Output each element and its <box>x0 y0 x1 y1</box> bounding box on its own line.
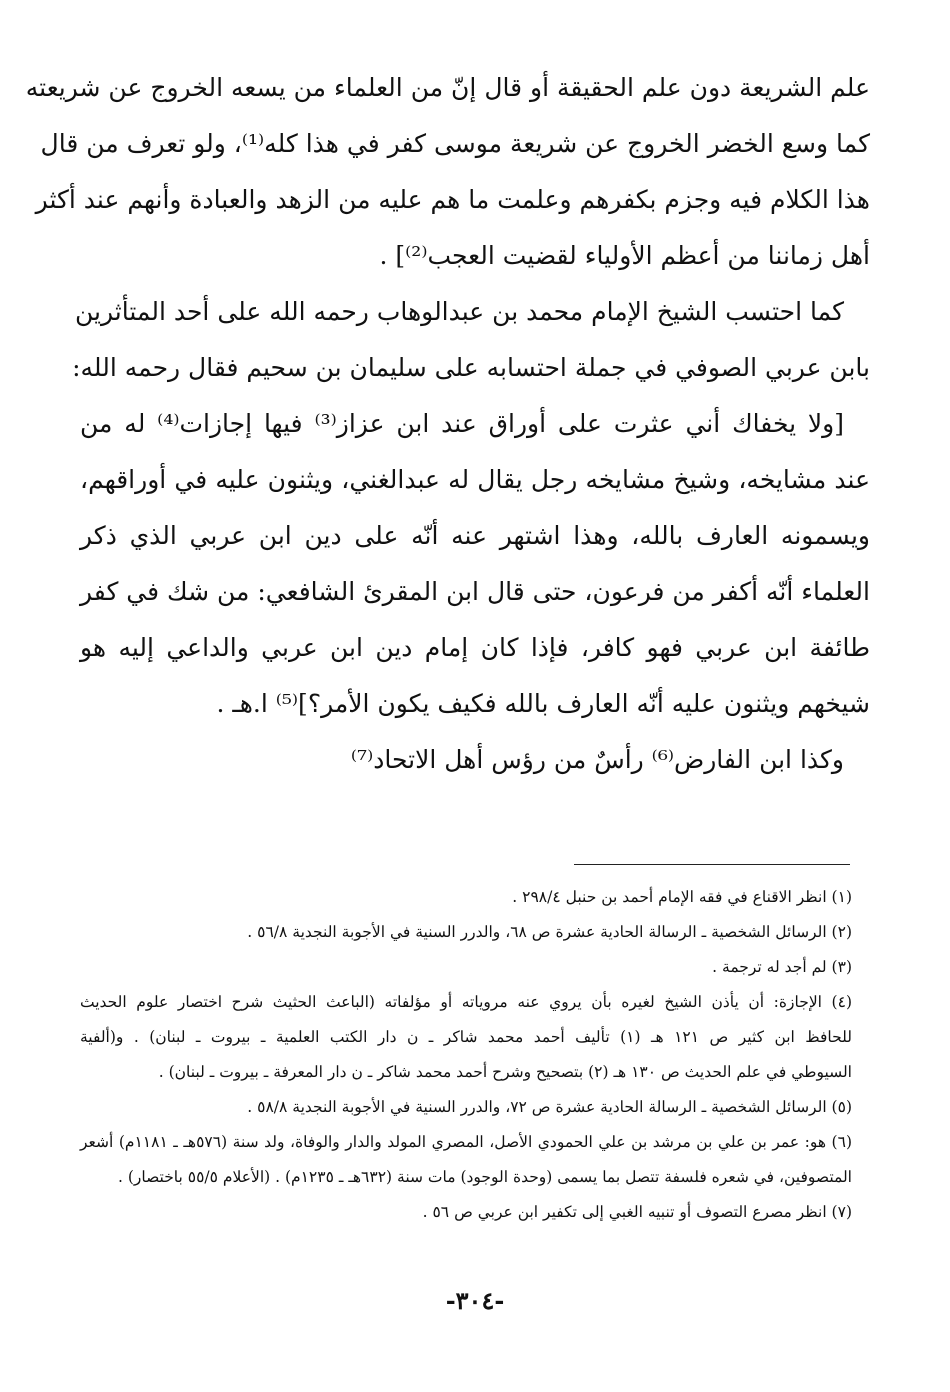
footnote-line: للحافظ ابن كثير ص ١٢١ هـ (١) تأليف أحمد محمد شاكر ـ ن دار الكتب العلمية ـ بيروت ـ لبنان) . و(ألفية <box>80 1028 853 1046</box>
text-line: بابن عربي الصوفي في جملة احتسابه على سليمان بن سحيم فقال رحمه الله: <box>72 353 870 382</box>
main-text <box>25 60 870 788</box>
text-line: وكذا ابن الفارض⁽⁶⁾ رأسٌ من رؤس أهل الاتحاد⁽⁷⁾ <box>350 745 844 774</box>
footnote-line: (٢) الرسائل الشخصية ـ الرسالة الحادية عشرة ص ٦٨، والدرر السنية في الأجوبة النجدية ٥٦/٨ . <box>247 923 852 941</box>
footnote-line: المتصوفين، في شعره فلسفة تتصل بما يسمى (وحدة الوجود) مات سنة (٦٣٢هـ ـ ١٢٣٥م) . (الأعلام ٥٥/٥ باختصار) . <box>117 1168 852 1186</box>
text-line: كما وسع الخضر الخروج عن شريعة موسى كفر في هذا كله⁽¹⁾، ولو تعرف من قال <box>40 129 870 158</box>
text-line: أهل زماننا من أعظم الأولياء لقضيت العجب⁽²⁾] . <box>379 241 870 270</box>
page-number: -٣٠٤- <box>445 1286 505 1315</box>
footnote-line: السيوطي في علم الحديث ص ١٣٠ هـ (٢) بتصحيح وشرح أحمد محمد شاكر ـ ن دار المعرفة ـ بيروت ـ لبنان) . <box>158 1063 852 1081</box>
footnote-line: (٧) انظر مصرع التصوف أو تنبيه الغبي إلى تكفير ابن عربي ص ٥٦ . <box>422 1203 852 1221</box>
text-line: عند مشايخه، وشيخ مشايخه رجل يقال له عبدالغني، ويثنون عليه في أوراقهم، <box>80 465 870 494</box>
footnote-line: (٥) الرسائل الشخصية ـ الرسالة الحادية عشرة ص ٧٢، والدرر السنية في الأجوبة النجدية ٥٨/٨ . <box>247 1098 852 1116</box>
footnotes <box>80 880 852 1230</box>
text-line: شيخهم ويثنون عليه أنّه العارف بالله فكيف يكون الأمر؟]⁽⁵⁾ ا.هـ . <box>216 689 870 718</box>
text-line: ويسمونه العارف بالله، وهذا اشتهر عنه أنّه على دين ابن عربي الذي ذكر <box>80 521 870 550</box>
footnote-line: (١) انظر الاقناع في فقه الإمام أحمد بن حنبل ٢٩٨/٤ . <box>512 888 852 906</box>
text-line: العلماء أنّه أكفر من فرعون، حتى قال ابن المقرئ الشافعي: من شك في كفر <box>80 577 870 606</box>
text-line: علم الشريعة دون علم الحقيقة أو قال إنّ من العلماء من يسعه الخروج عن شريعته <box>25 73 870 102</box>
footnote-line: (٤) الإجازة: أن يأذن الشيخ لغيره بأن يروي عنه مروياته أو مؤلفاته (الباعث الحثيث شرح اختصار علوم الحديث <box>80 993 852 1011</box>
footnote-separator <box>574 864 850 865</box>
text-line: هذا الكلام فيه وجزم بكفرهم وعلمت ما هم عليه من الزهد والعبادة وأنهم عند أكثر <box>35 185 870 214</box>
text-line: كما احتسب الشيخ الإمام محمد بن عبدالوهاب رحمه الله على أحد المتأثرين <box>74 297 844 326</box>
text-line: [ولا يخفاك أني عثرت على أوراق عند ابن عزاز⁽³⁾ فيها إجازات⁽⁴⁾ له من <box>80 409 844 438</box>
footnote-line: (٦) هو: عمر بن علي بن مرشد بن علي الحمودي الأصل، المصري المولد والدار والوفاة، ولد سنة (٥٧٦هـ ـ ١١٨١م) أشعر <box>80 1133 852 1151</box>
footnote-line: (٣) لم أجد له ترجمة . <box>712 958 852 976</box>
text-line: طائفة ابن عربي فهو كافر، فإذا كان إمام دين ابن عربي والداعي إليه هو <box>80 633 870 662</box>
